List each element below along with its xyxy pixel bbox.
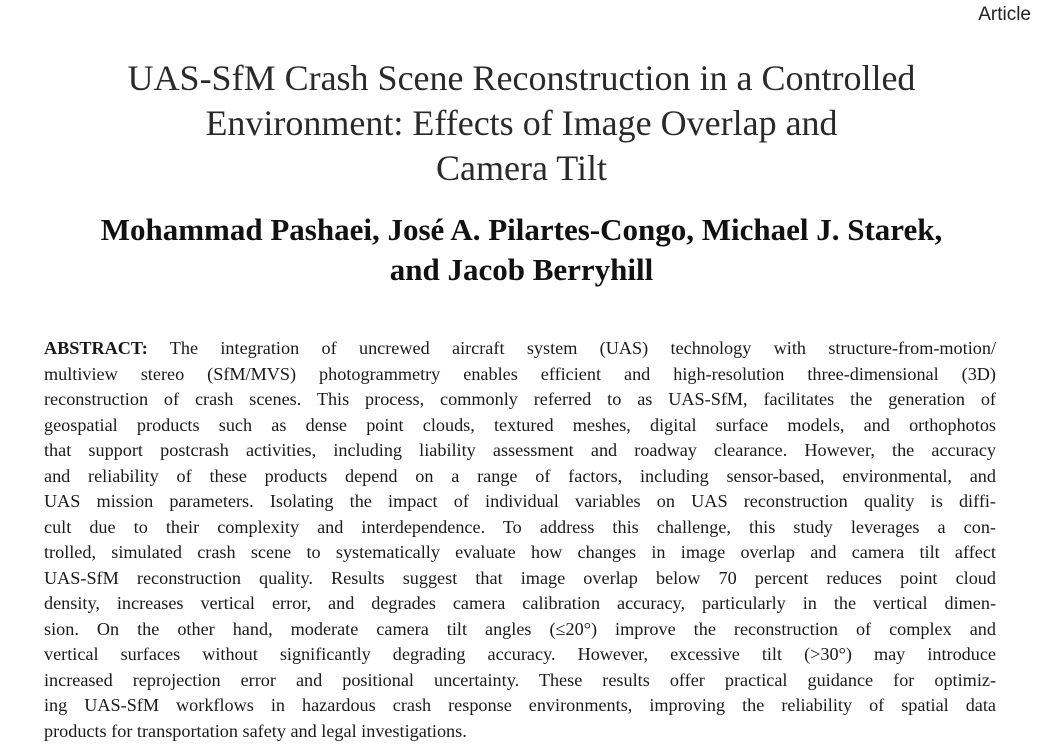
abstract-line: UAS-SfM reconstruction quality. Results suggest that image overlap below 70 percent reduces point cloud — [44, 566, 996, 592]
abstract-label: ABSTRACT: — [44, 338, 148, 358]
abstract-line: trolled, simulated crash scene to systematically evaluate how changes in image overlap and camera tilt affect — [44, 540, 996, 566]
abstract-line: multiview stereo (SfM/MVS) photogrammetry enables efficient and high-resolution three-dimensional (3D) — [44, 362, 996, 388]
author-list — [0, 210, 1043, 290]
abstract-line-text: The integration of uncrewed aircraft system (UAS) technology with structure-from-motion/ — [148, 338, 996, 358]
abstract-line: that support postcrash activities, including liability assessment and roadway clearance. However, the accuracy — [44, 438, 996, 464]
author-line: and Jacob Berryhill — [0, 250, 1043, 290]
paper-title — [0, 56, 1043, 191]
paper-title-line: UAS-SfM Crash Scene Reconstruction in a Controlled — [0, 56, 1043, 101]
abstract-line: UAS mission parameters. Isolating the impact of individual variables on UAS reconstruction quality is diffi- — [44, 489, 996, 515]
abstract-line: increased reprojection error and positional uncertainty. These results offer practical guidance for optimiz- — [44, 668, 996, 694]
abstract-line: products for transportation safety and legal investigations. — [44, 719, 996, 744]
abstract-line: cult due to their complexity and interdependence. To address this challenge, this study leverages a con- — [44, 515, 996, 541]
abstract-line: and reliability of these products depend on a range of factors, including sensor-based, environmental, and — [44, 464, 996, 490]
abstract-line: density, increases vertical error, and degrades camera calibration accuracy, particularly in the vertical dimen- — [44, 591, 996, 617]
abstract-line: vertical surfaces without significantly degrading accuracy. However, excessive tilt (>30°) may introduce — [44, 642, 996, 668]
author-line: Mohammad Pashaei, José A. Pilartes-Congo, Michael J. Starek, — [0, 210, 1043, 250]
abstract-line: sion. On the other hand, moderate camera tilt angles (≤20°) improve the reconstruction of complex and — [44, 617, 996, 643]
abstract-line — [44, 336, 996, 362]
abstract-line: geospatial products such as dense point clouds, textured meshes, digital surface models, and orthophotos — [44, 413, 996, 439]
abstract — [44, 336, 996, 744]
abstract-line: ing UAS-SfM workflows in hazardous crash response environments, improving the reliability of spatial data — [44, 693, 996, 719]
article-type-label: Article — [978, 4, 1031, 26]
abstract-line: reconstruction of crash scenes. This process, commonly referred to as UAS-SfM, facilitates the generation of — [44, 387, 996, 413]
paper-title-line: Camera Tilt — [0, 146, 1043, 191]
paper-title-line: Environment: Effects of Image Overlap and — [0, 101, 1043, 146]
